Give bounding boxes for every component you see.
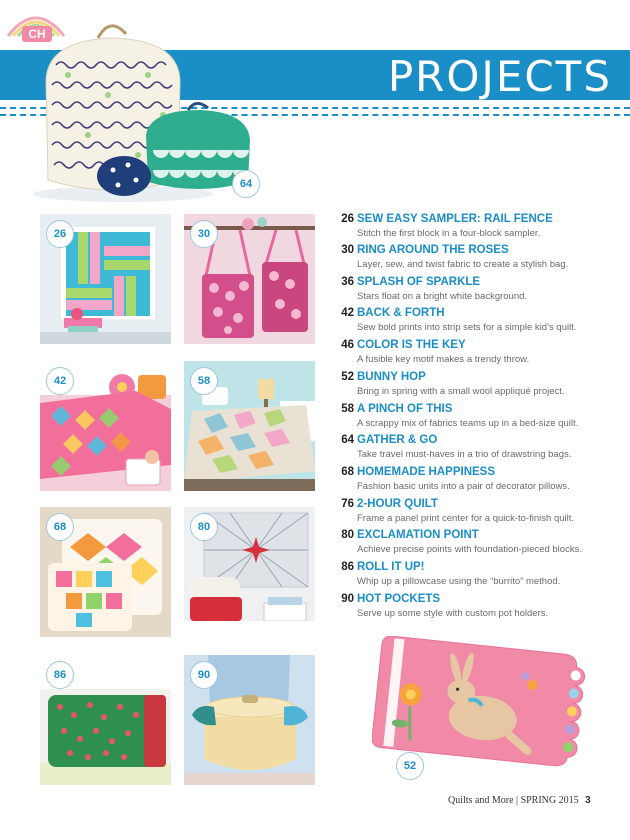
thumbnail-roll-it-up-pillowcase[interactable]	[40, 655, 171, 785]
toc-page-number: 52	[341, 371, 354, 383]
toc-page-number: 30	[341, 244, 354, 256]
toc-title[interactable]: COLOR IS THE KEY	[357, 339, 466, 351]
thumbnail-homemade-happiness-pillows[interactable]	[40, 507, 171, 637]
toc-page-number: 36	[341, 276, 354, 288]
footer-separator: |	[516, 795, 519, 806]
page-badge-42: 42	[46, 367, 74, 395]
page-badge-90: 90	[190, 661, 218, 689]
drawstring-bags-photo	[28, 10, 268, 205]
toc-description: Achieve precise points with foundation-pieced blocks.	[357, 544, 582, 555]
toc-description: Take travel must-haves in a trio of drawstring bags.	[357, 449, 572, 460]
toc-item[interactable]	[332, 307, 622, 337]
toc-item[interactable]	[332, 498, 622, 528]
toc-page-number: 86	[341, 561, 354, 573]
toc-title[interactable]: EXCLAMATION POINT	[357, 529, 479, 541]
magazine-name: Quilts and More	[448, 795, 514, 806]
thumbnail-rail-fence-sampler[interactable]	[40, 214, 171, 344]
toc-description: Stars float on a bright white background.	[357, 291, 528, 302]
page-title: PROJECTS	[387, 52, 612, 101]
toc-title[interactable]: HOMEMADE HAPPINESS	[357, 466, 496, 478]
toc-page-number: 26	[341, 213, 354, 225]
toc-description: A scrappy mix of fabrics teams up in a bed-size quilt.	[357, 418, 579, 429]
toc-description: Sew bold prints into strip sets for a simple kid’s quilt.	[357, 322, 577, 333]
toc-page-number: 90	[341, 593, 354, 605]
toc-title[interactable]: 2-HOUR QUILT	[357, 498, 438, 510]
thumbnail-hot-pockets-pot-holders[interactable]	[184, 655, 315, 785]
thumbnail-pinch-of-this-quilt[interactable]	[184, 361, 315, 491]
toc-item[interactable]	[332, 434, 622, 464]
toc-item[interactable]	[332, 213, 622, 243]
toc-page-number: 68	[341, 466, 354, 478]
page-badge-30: 30	[190, 220, 218, 248]
toc-description: Serve up some style with custom pot holders.	[357, 608, 549, 619]
toc-title[interactable]: SEW EASY SAMPLER: RAIL FENCE	[357, 213, 553, 225]
toc-page-number: 76	[341, 498, 354, 510]
toc-description: Layer, sew, and twist fabric to create a stylish bag.	[357, 259, 569, 270]
toc-page-number: 80	[341, 529, 354, 541]
toc-item[interactable]	[332, 403, 622, 433]
toc-title[interactable]: RING AROUND THE ROSES	[357, 244, 509, 256]
page-badge-68: 68	[46, 513, 74, 541]
toc-item[interactable]	[332, 371, 622, 401]
toc-description: Bring in spring with a small wool appliqué project.	[357, 386, 565, 397]
toc-page-number: 64	[341, 434, 354, 446]
toc-description: Frame a panel print center for a quick-to-finish quilt.	[357, 513, 575, 524]
toc-title[interactable]: SPLASH OF SPARKLE	[357, 276, 481, 288]
toc-description: Fashion basic units into a pair of decorator pillows.	[357, 481, 570, 492]
toc-description: A fusible key motif makes a trendy throw.	[357, 354, 530, 365]
toc-item[interactable]	[332, 561, 622, 591]
page-footer	[448, 795, 591, 806]
page-badge-26: 26	[46, 220, 74, 248]
thumbnail-ring-around-roses-bag[interactable]	[184, 214, 315, 344]
toc-page-number: 46	[341, 339, 354, 351]
toc-description: Stitch the first block in a four-block sampler.	[357, 228, 541, 239]
toc-item[interactable]	[332, 466, 622, 496]
toc-item[interactable]	[332, 276, 622, 306]
page-badge-86: 86	[46, 661, 74, 689]
bunny-hop-mat-photo[interactable]	[372, 636, 594, 776]
toc-item[interactable]	[332, 339, 622, 369]
toc-title[interactable]: BACK & FORTH	[357, 307, 445, 319]
toc-page-number: 58	[341, 403, 354, 415]
toc-item[interactable]	[332, 244, 622, 274]
toc-title[interactable]: A PINCH OF THIS	[357, 403, 453, 415]
toc-title[interactable]: ROLL IT UP!	[357, 561, 425, 573]
page-badge-58: 58	[190, 367, 218, 395]
toc-page-number: 42	[341, 307, 354, 319]
thumbnail-back-and-forth-quilt[interactable]	[40, 361, 171, 491]
page-badge-80: 80	[190, 513, 218, 541]
thumbnail-exclamation-point-quilt[interactable]	[184, 507, 315, 637]
toc-title[interactable]: BUNNY HOP	[357, 371, 426, 383]
toc-item[interactable]	[332, 529, 622, 559]
toc-title[interactable]: GATHER & GO	[357, 434, 438, 446]
page-badge-52: 52	[396, 752, 424, 780]
toc-title[interactable]: HOT POCKETS	[357, 593, 441, 605]
toc-description: Whip up a pillowcase using the “burrito” method.	[357, 576, 561, 587]
toc-item[interactable]	[332, 593, 622, 623]
issue-label: SPRING 2015	[520, 795, 579, 806]
logo-text: CH	[28, 27, 46, 41]
page-number: 3	[585, 795, 591, 806]
page-badge-64: 64	[232, 170, 260, 198]
